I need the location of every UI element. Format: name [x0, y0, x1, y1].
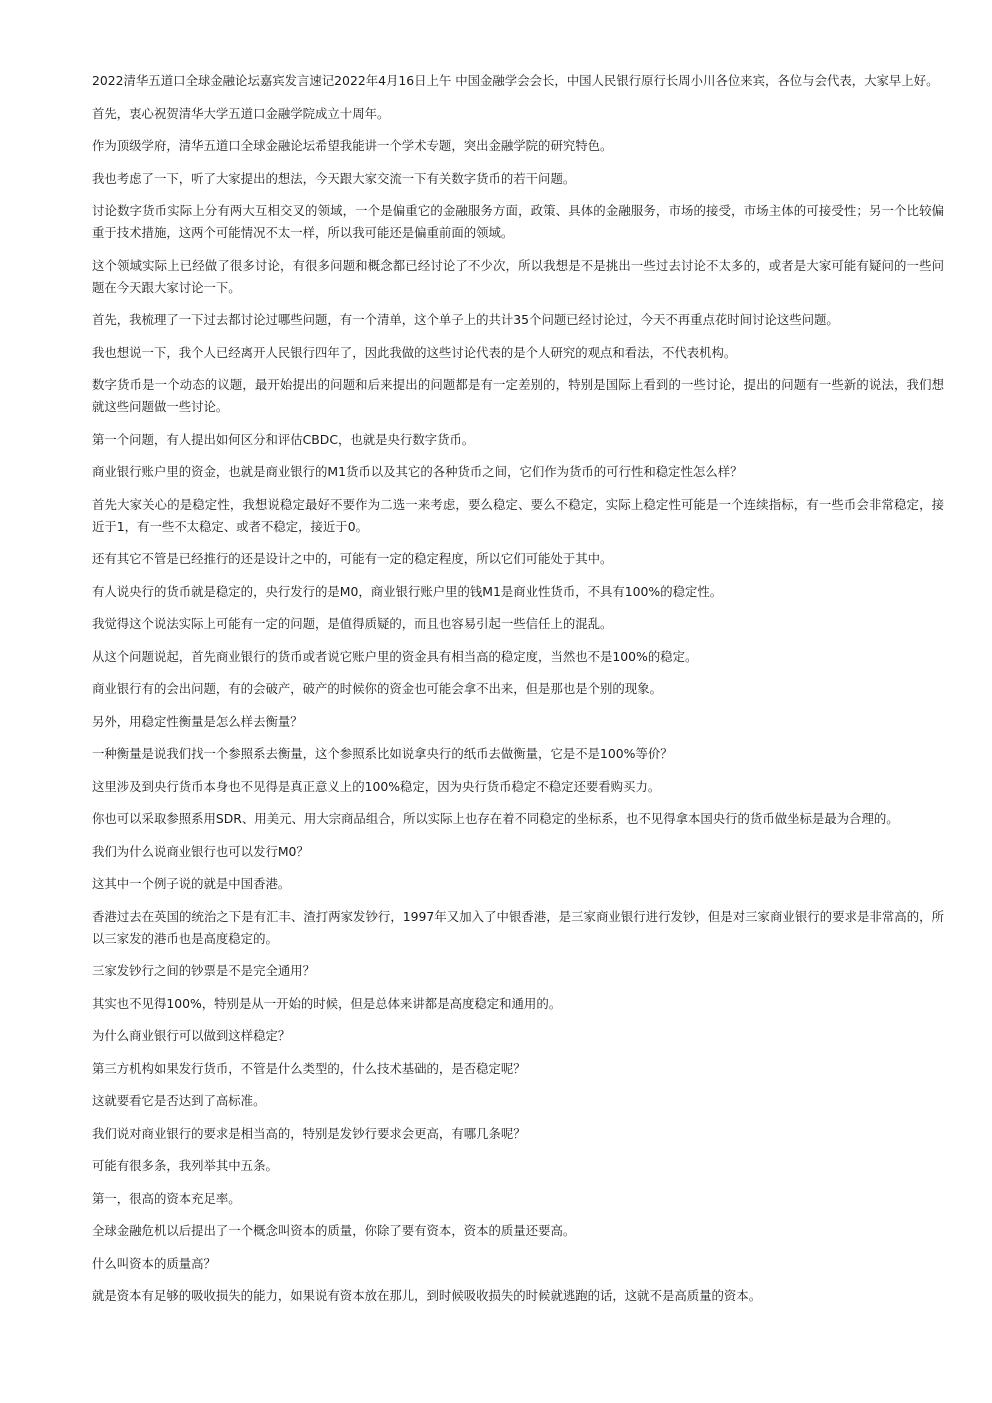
- paragraph: 香港过去在英国的统治之下是有汇丰、渣打两家发钞行，1997年又加入了中银香港，是三家商业银行进行发钞，但是对三家商业银行的要求是非常高的，所以三家发的港币也是高度稳定的。: [92, 908, 944, 946]
- paragraph: 讨论数字货币实际上分有两大互相交叉的领域，一个是偏重它的金融服务方面，政策、具体的金融服务，市场的接受，市场主体的可接受性；另一个比较偏重于技术措施，这两个可能情况不太一样，所以我可能还是偏重前面的领域。: [92, 203, 944, 240]
- paragraph: 这就要看它是否达到了高标准。: [92, 1093, 266, 1108]
- paragraph: 我觉得这个说法实际上可能有一定的问题，是值得质疑的，而且也容易引起一些信任上的混乱。: [92, 616, 613, 631]
- paragraph: 商业银行账户里的资金，也就是商业银行的M1货币以及其它的各种货币之间，它们作为货币的可行性和稳定性怎么样？: [92, 464, 743, 479]
- paragraph: 为什么商业银行可以做到这样稳定？: [92, 1028, 291, 1043]
- paragraph: 2022清华五道口全球金融论坛嘉宾发言速记2022年4月16日上午 中国金融学会会长，中国人民银行原行长周小川各位来宾，各位与会代表，大家早上好。: [92, 73, 939, 88]
- paragraph: 这其中一个例子说的就是中国香港。: [92, 876, 291, 891]
- paragraph: 全球金融危机以后提出了一个概念叫资本的质量，你除了要有资本，资本的质量还要高。: [92, 1223, 576, 1238]
- paragraph: 就是资本有足够的吸收损失的能力，如果说有资本放在那儿，到时候吸收损失的时候就逃跑的话，这就不是高质量的资本。: [92, 1288, 762, 1303]
- document-page: [92, 70, 944, 1318]
- paragraph: 第一，很高的资本充足率。: [92, 1190, 241, 1206]
- paragraph: 有人说央行的货币就是稳定的，央行发行的是M0，商业银行账户里的钱M1是商业性货币，不具有100%的稳定性。: [92, 583, 723, 599]
- paragraph: 我也想说一下，我个人已经离开人民银行四年了，因此我做的这些讨论代表的是个人研究的观点和看法，不代表机构。: [92, 344, 737, 360]
- paragraph: 可能有很多条，我列举其中五条。: [92, 1158, 278, 1173]
- paragraph: 数字货币是一个动态的议题，最开始提出的问题和后来提出的问题都是有一定差别的，特别是国际上看到的一些讨论，提出的问题有一些新的说法，我们想就这些问题做一些讨论。: [92, 377, 944, 414]
- paragraph: 我也考虑了一下，听了大家提出的想法，今天跟大家交流一下有关数字货币的若干问题。: [92, 170, 576, 186]
- paragraph: 我们说对商业银行的要求是相当高的，特别是发钞行要求会更高，有哪几条呢？: [92, 1125, 526, 1141]
- paragraph: 另外，用稳定性衡量是怎么样去衡量？: [92, 713, 303, 729]
- paragraph: 从这个问题说起，首先商业银行的货币或者说它账户里的资金具有相当高的稳定度，当然也不是100%的稳定。: [92, 648, 698, 664]
- paragraph: 第三方机构如果发行货币，不管是什么类型的，什么技术基础的，是否稳定呢？: [92, 1060, 526, 1076]
- paragraph: 我们为什么说商业银行也可以发行M0？: [92, 843, 309, 859]
- paragraph: 什么叫资本的质量高？: [92, 1255, 216, 1271]
- paragraph: 第一个问题，有人提出如何区分和评估CBDC，也就是央行数字货币。: [92, 431, 475, 447]
- paragraph: 三家发钞行之间的钞票是不是完全通用？: [92, 963, 316, 978]
- paragraph: 这里涉及到央行货币本身也不见得是真正意义上的100%稳定，因为央行货币稳定不稳定还要看购买力。: [92, 778, 661, 794]
- paragraph: 其实也不见得100%，特别是从一开始的时候，但是总体来讲都是高度稳定和通用的。: [92, 995, 562, 1011]
- paragraph: 首先，我梳理了一下过去都讨论过哪些问题，有一个清单，这个单子上的共计35个问题已经讨论过，今天不再重点花时间讨论这些问题。: [92, 312, 839, 327]
- paragraph: 还有其它不管是已经推行的还是设计之中的，可能有一定的稳定程度，所以它们可能处于其中。: [92, 551, 613, 566]
- paragraph: 你也可以采取参照系用SDR、用美元、用大宗商品组合，所以实际上也存在着不同稳定的坐标系，也不见得拿本国央行的货币做坐标是最为合理的。: [92, 811, 899, 826]
- paragraph: 这个领域实际上已经做了很多讨论，有很多问题和概念都已经讨论了不少次，所以我想是不是挑出一些过去讨论不太多的，或者是大家可能有疑问的一些问题在今天跟大家讨论一下。: [92, 257, 944, 295]
- paragraph: 首先大家关心的是稳定性，我想说稳定最好不要作为二选一来考虑，要么稳定、要么不稳定，实际上稳定性可能是一个连续指标，有一些币会非常稳定，接近于1，有一些不太稳定、或者不稳定，接近于0。: [92, 496, 944, 534]
- paragraph: 商业银行有的会出问题，有的会破产，破产的时候你的资金也可能会拿不出来，但是那也是个别的现象。: [92, 681, 662, 696]
- paragraph: 作为顶级学府，清华五道口全球金融论坛希望我能讲一个学术专题，突出金融学院的研究特色。: [92, 138, 613, 153]
- paragraph: 一种衡量是说我们找一个参照系去衡量，这个参照系比如说拿央行的纸币去做衡量，它是不是100%等价？: [92, 746, 673, 761]
- paragraph: 首先，衷心祝贺清华大学五道口金融学院成立十周年。: [92, 105, 390, 121]
